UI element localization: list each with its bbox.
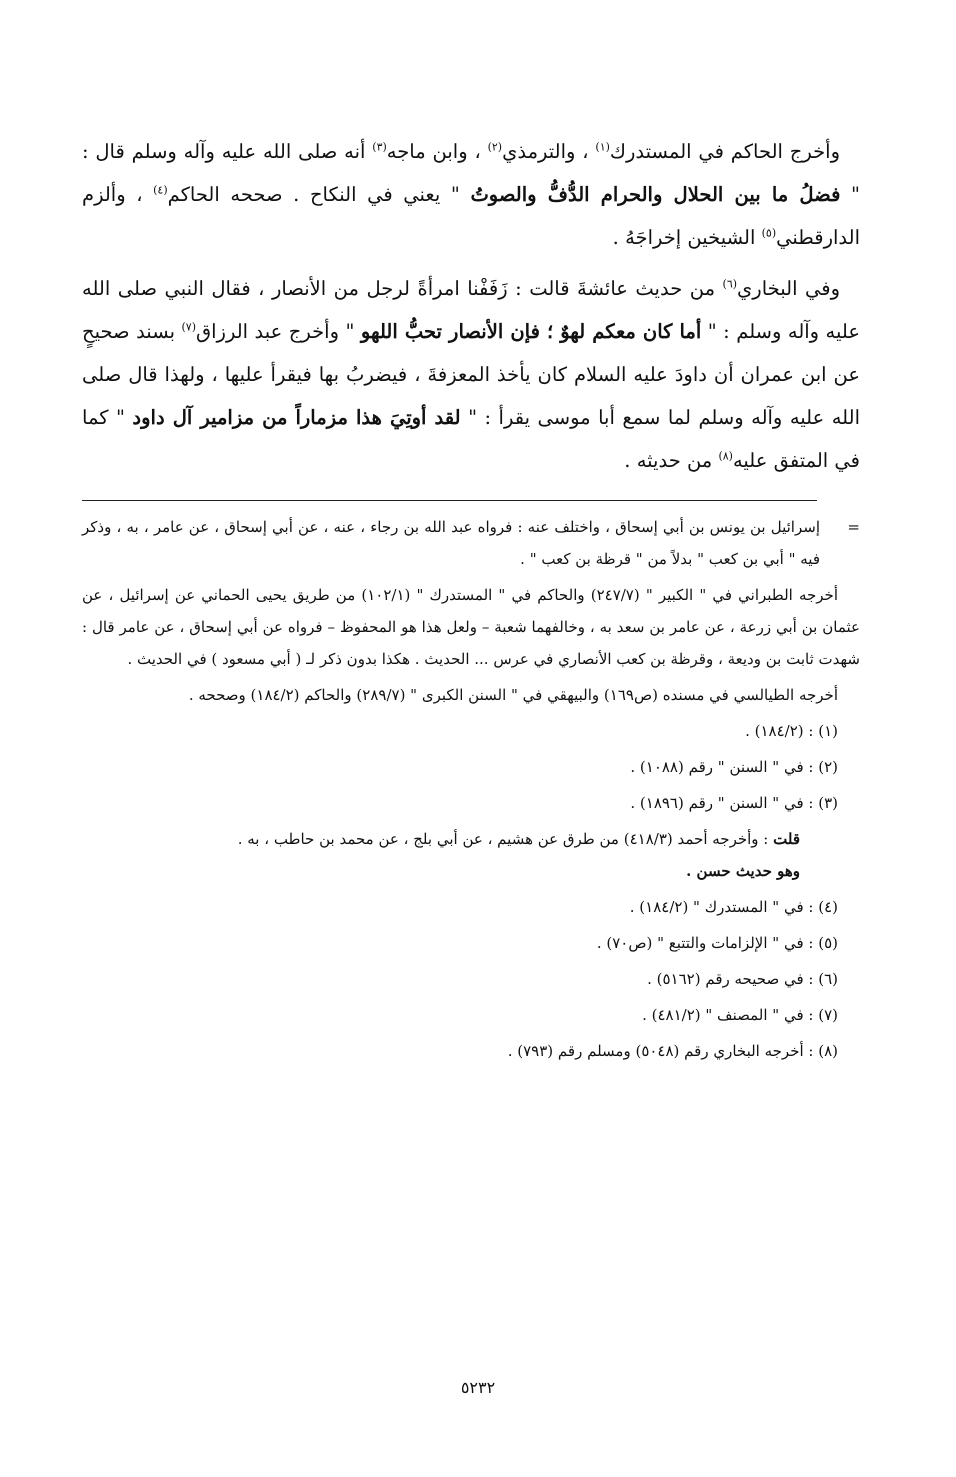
footnote-5: (٥) : في " الإلزامات والتتبع " (ص٧٠) . bbox=[596, 934, 838, 952]
text-run: وفي البخاري bbox=[737, 277, 840, 300]
footnote-4: (٤) : في " المستدرك " (١٨٤/٢) . bbox=[629, 898, 838, 916]
page-body bbox=[82, 130, 860, 1067]
footnote-7: (٧) : في " المصنف " (٤٨١/٢) . bbox=[642, 1006, 838, 1024]
text-run: ، والترمذي bbox=[502, 140, 596, 163]
page-number: ٥٢٣٢ bbox=[460, 1378, 496, 1397]
text-run: أنه صلى الله عليه وآله وسلم قال : " bbox=[82, 140, 860, 206]
footnote-ref-2[interactable]: (٢) bbox=[487, 140, 503, 154]
footnote-8: (٨) : أخرجه البخاري رقم (٥٠٤٨) ومسلم رقم (٧٩٣) . bbox=[507, 1042, 838, 1060]
text-run: ، وابن ماجه bbox=[386, 140, 488, 163]
footnote-6: (٦) : في صحيحه رقم (٥١٦٢) . bbox=[647, 970, 838, 988]
text-run: " وأخرج عبد الرزاق bbox=[196, 320, 361, 343]
footnote-ref-5[interactable]: (٥) bbox=[761, 226, 777, 240]
footnote-2: (٢) : في " السنن " رقم (١٠٨٨) . bbox=[630, 758, 838, 776]
footnote-ref-8[interactable]: (٨) bbox=[718, 449, 733, 463]
footnote-text: إسرائيل بن يونس بن أبي إسحاق ، واختلف عنه : فرواه عبد الله بن رجاء ، عنه ، عن أبي إسحاق ، عن عامر ، به ، وذكر فيه " أبي بن كعب " بدلاً من " قرظة بن كعب " . bbox=[82, 518, 820, 568]
footnote-ref-6[interactable]: (٦) bbox=[722, 277, 738, 291]
main-paragraph-1 bbox=[82, 130, 860, 259]
hadith-quote-3: لقد أوتِيَ هذا مزماراً من مزامير آل داود bbox=[132, 406, 461, 429]
footnote-ref-7[interactable]: (٧) bbox=[181, 320, 196, 334]
footnotes bbox=[82, 511, 860, 1067]
comment-text: : وأخرجه أحمد (٤١٨/٣) من طرق عن هشيم ، عن أبي بلج ، عن محمد بن حاطب ، به . bbox=[237, 830, 774, 848]
footnote-3: (٣) : في " السنن " رقم (١٨٩٦) . bbox=[630, 794, 838, 812]
footnote-1: (١) : (١٨٤/٢) . bbox=[745, 722, 838, 740]
hadith-quote-2: أما كان معكم لهوٌ ؛ فإن الأنصار تحبُّ اللهو bbox=[360, 320, 702, 343]
text-run: " يعني في النكاح . صححه الحاكم bbox=[167, 183, 471, 206]
text-run: من حديثه . bbox=[624, 449, 719, 472]
comment-label: قلت bbox=[773, 830, 800, 848]
main-paragraph-2 bbox=[82, 267, 860, 482]
text-run: من حديث عائشةَ قالت : زَفَفْنا امرأةً لرجل من الأنصار ، فقال النبي صلى الله عليه وآله وسلم : " bbox=[82, 277, 860, 343]
main-text bbox=[82, 130, 860, 482]
text-run: بسند صحيحٍ عن ابن عمران أن داودَ عليه السلام كان يأخذ المعزفةَ ، فيضربُ بها فيقرأ عليها ، ولهذا قال صلى الله عليه وآله وسلم لما سمع أبا موسى يقرأ : " bbox=[82, 320, 860, 429]
footnote-separator bbox=[82, 500, 817, 501]
hadith-quote-1: فضلُ ما بين الحلال والحرام الدُّفُّ والصوتُ bbox=[470, 183, 841, 206]
footnote-continuation bbox=[82, 511, 860, 575]
text-run: " كما في المتفق عليه bbox=[82, 406, 860, 472]
footnote-paragraph-1: أخرجه الطبراني في " الكبير " (٢٤٧/٧) والحاكم في " المستدرك " (١٠٢/١) من طريق يحيى الحماني عن إسرائيل ، عن عثمان بن أبي زرعة ، عن عامر بن سعد به ، وخالفهما شعبة – ولعل هذا هو المحفوظ – فرواه عن أبي إسحاق ، عن عامر قال : شهدت ثابت بن وديعة ، وقرظة بن كعب الأنصاري في عرس ... الحديث . هكذا بدون ذكر لـ ( أبي مسعود ) في الحديث . bbox=[82, 586, 860, 668]
footnote-paragraph-2: أخرجه الطيالسي في مسنده (ص١٦٩) والبيهقي في " السنن الكبرى " (٢٨٩/٧) والحاكم (١٨٤/٢) وصححه . bbox=[188, 686, 838, 704]
text-run: ، وألزم الدارقطني bbox=[82, 183, 860, 249]
text-run: وأخرج الحاكم في المستدرك bbox=[609, 140, 840, 163]
continuation-mark: = bbox=[847, 518, 860, 536]
footnote-verdict: وهو حديث حسن . bbox=[686, 862, 800, 880]
footnote-ref-3[interactable]: (٣) bbox=[372, 140, 387, 154]
footnote-ref-1[interactable]: (١) bbox=[595, 140, 610, 154]
footnote-ref-4[interactable]: (٤) bbox=[153, 183, 168, 197]
text-run: الشيخين إخراجَهُ . bbox=[612, 226, 762, 249]
footnote-comment bbox=[82, 823, 860, 855]
